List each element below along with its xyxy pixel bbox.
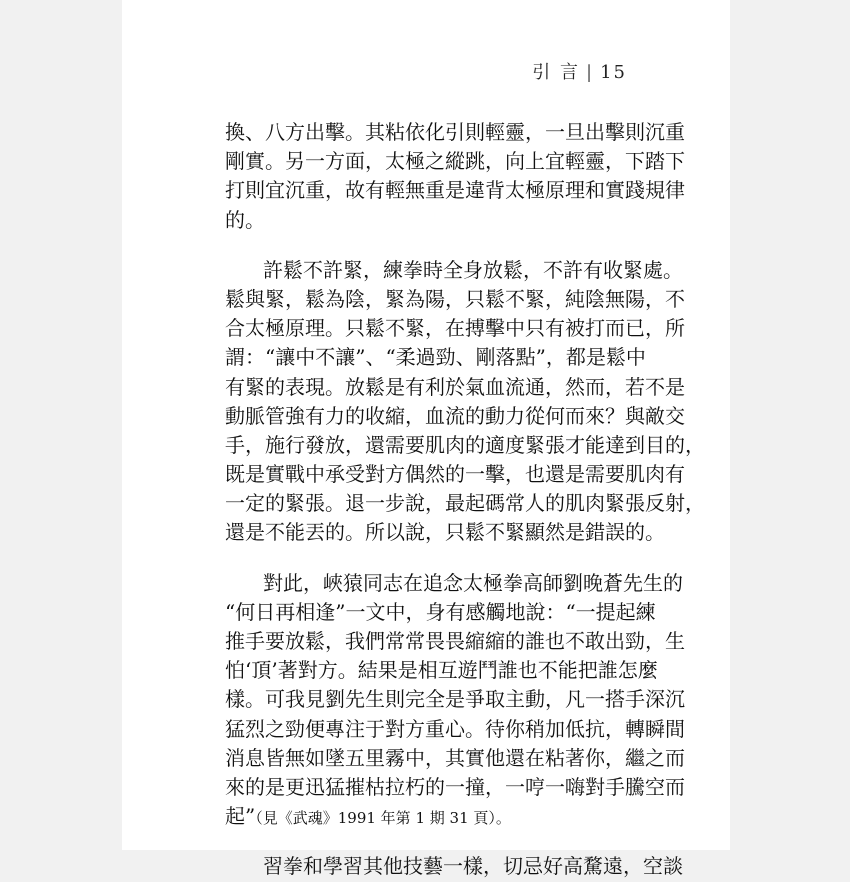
header-separator: | xyxy=(586,62,595,83)
text-line: 推手要放鬆，我們常常畏畏縮縮的誰也不敢出勁，生 xyxy=(225,629,685,653)
page-number: 15 xyxy=(600,62,627,83)
text-line: 有緊的表現。放鬆是有利於氣血流通，然而，若不是 xyxy=(225,374,685,399)
text-line: 對此，峽猿同志在追念太極拳高師劉晚蒼先生的 xyxy=(263,570,683,595)
text-line: 消息皆無如墜五里霧中，其實他還在粘著你，繼之而 xyxy=(225,745,685,770)
text-line: 手，施行發放，還需要肌肉的適度緊張才能達到目的， xyxy=(225,432,705,457)
section-title: 引 言 xyxy=(532,62,581,83)
text-line: 換、八方出擊。其粘依化引則輕靈，一旦出擊則沉重 xyxy=(225,120,685,144)
paragraph-4 xyxy=(225,852,683,881)
text-line: 的。 xyxy=(225,207,265,232)
text-line: 鬆與緊，鬆為陰，緊為陽，只鬆不緊，純陰無陽，不 xyxy=(225,286,685,311)
running-header xyxy=(532,58,627,84)
citation: （見《武魂》1991 年第 1 期 31 頁）。 xyxy=(255,809,511,828)
text-line: 謂：“讓中不讓”、“柔過勁、剛落點”，都是鬆中 xyxy=(225,345,646,370)
text-line: 樣。可我見劉先生則完全是爭取主動，凡一搭手深沉 xyxy=(225,687,685,712)
paragraph-1 xyxy=(225,118,685,235)
text-line: 動脈管強有力的收縮，血流的動力從何而來？與敵交 xyxy=(225,403,685,428)
text-line: 習拳和學習其他技藝一樣，切忌好高騖遠，空談 xyxy=(263,854,683,879)
text-line: 怕‘頂’著對方。結果是相互遊鬥誰也不能把誰怎麼 xyxy=(225,658,658,683)
text-line: 許鬆不許緊，練拳時全身放鬆，不許有收緊處。 xyxy=(263,257,683,282)
paragraph-2 xyxy=(225,256,705,548)
body-text xyxy=(225,118,705,882)
text-line: 還是不能丟的。所以說，只鬆不緊顯然是錯誤的。 xyxy=(225,520,665,545)
quote-end: 起” xyxy=(225,804,256,829)
text-line: 打則宜沉重，故有輕無重是違背太極原理和實踐規律 xyxy=(225,178,685,203)
text-line: 既是實戰中承受對方偶然的一擊，也還是需要肌肉有 xyxy=(225,462,685,487)
text-line: “何日再相逢”一文中，身有感觸地說：“一提起練 xyxy=(225,599,656,624)
text-line: 一定的緊張。退一步說，最起碼常人的肌肉緊張反射， xyxy=(225,491,705,516)
text-line: 來的是更迅猛摧枯拉朽的一撞，一哼一嗨對手騰空而 xyxy=(225,774,685,799)
text-line: 猛烈之勁便專注于對方重心。待你稍加低抗，轉瞬間 xyxy=(225,716,685,741)
paragraph-3 xyxy=(225,569,685,832)
text-line: 合太極原理。只鬆不緊，在搏擊中只有被打而已，所 xyxy=(225,316,685,341)
text-line-with-citation xyxy=(225,802,645,831)
text-line: 剛實。另一方面，太極之縱跳，向上宜輕靈，下踏下 xyxy=(225,149,685,174)
book-page xyxy=(122,0,730,879)
